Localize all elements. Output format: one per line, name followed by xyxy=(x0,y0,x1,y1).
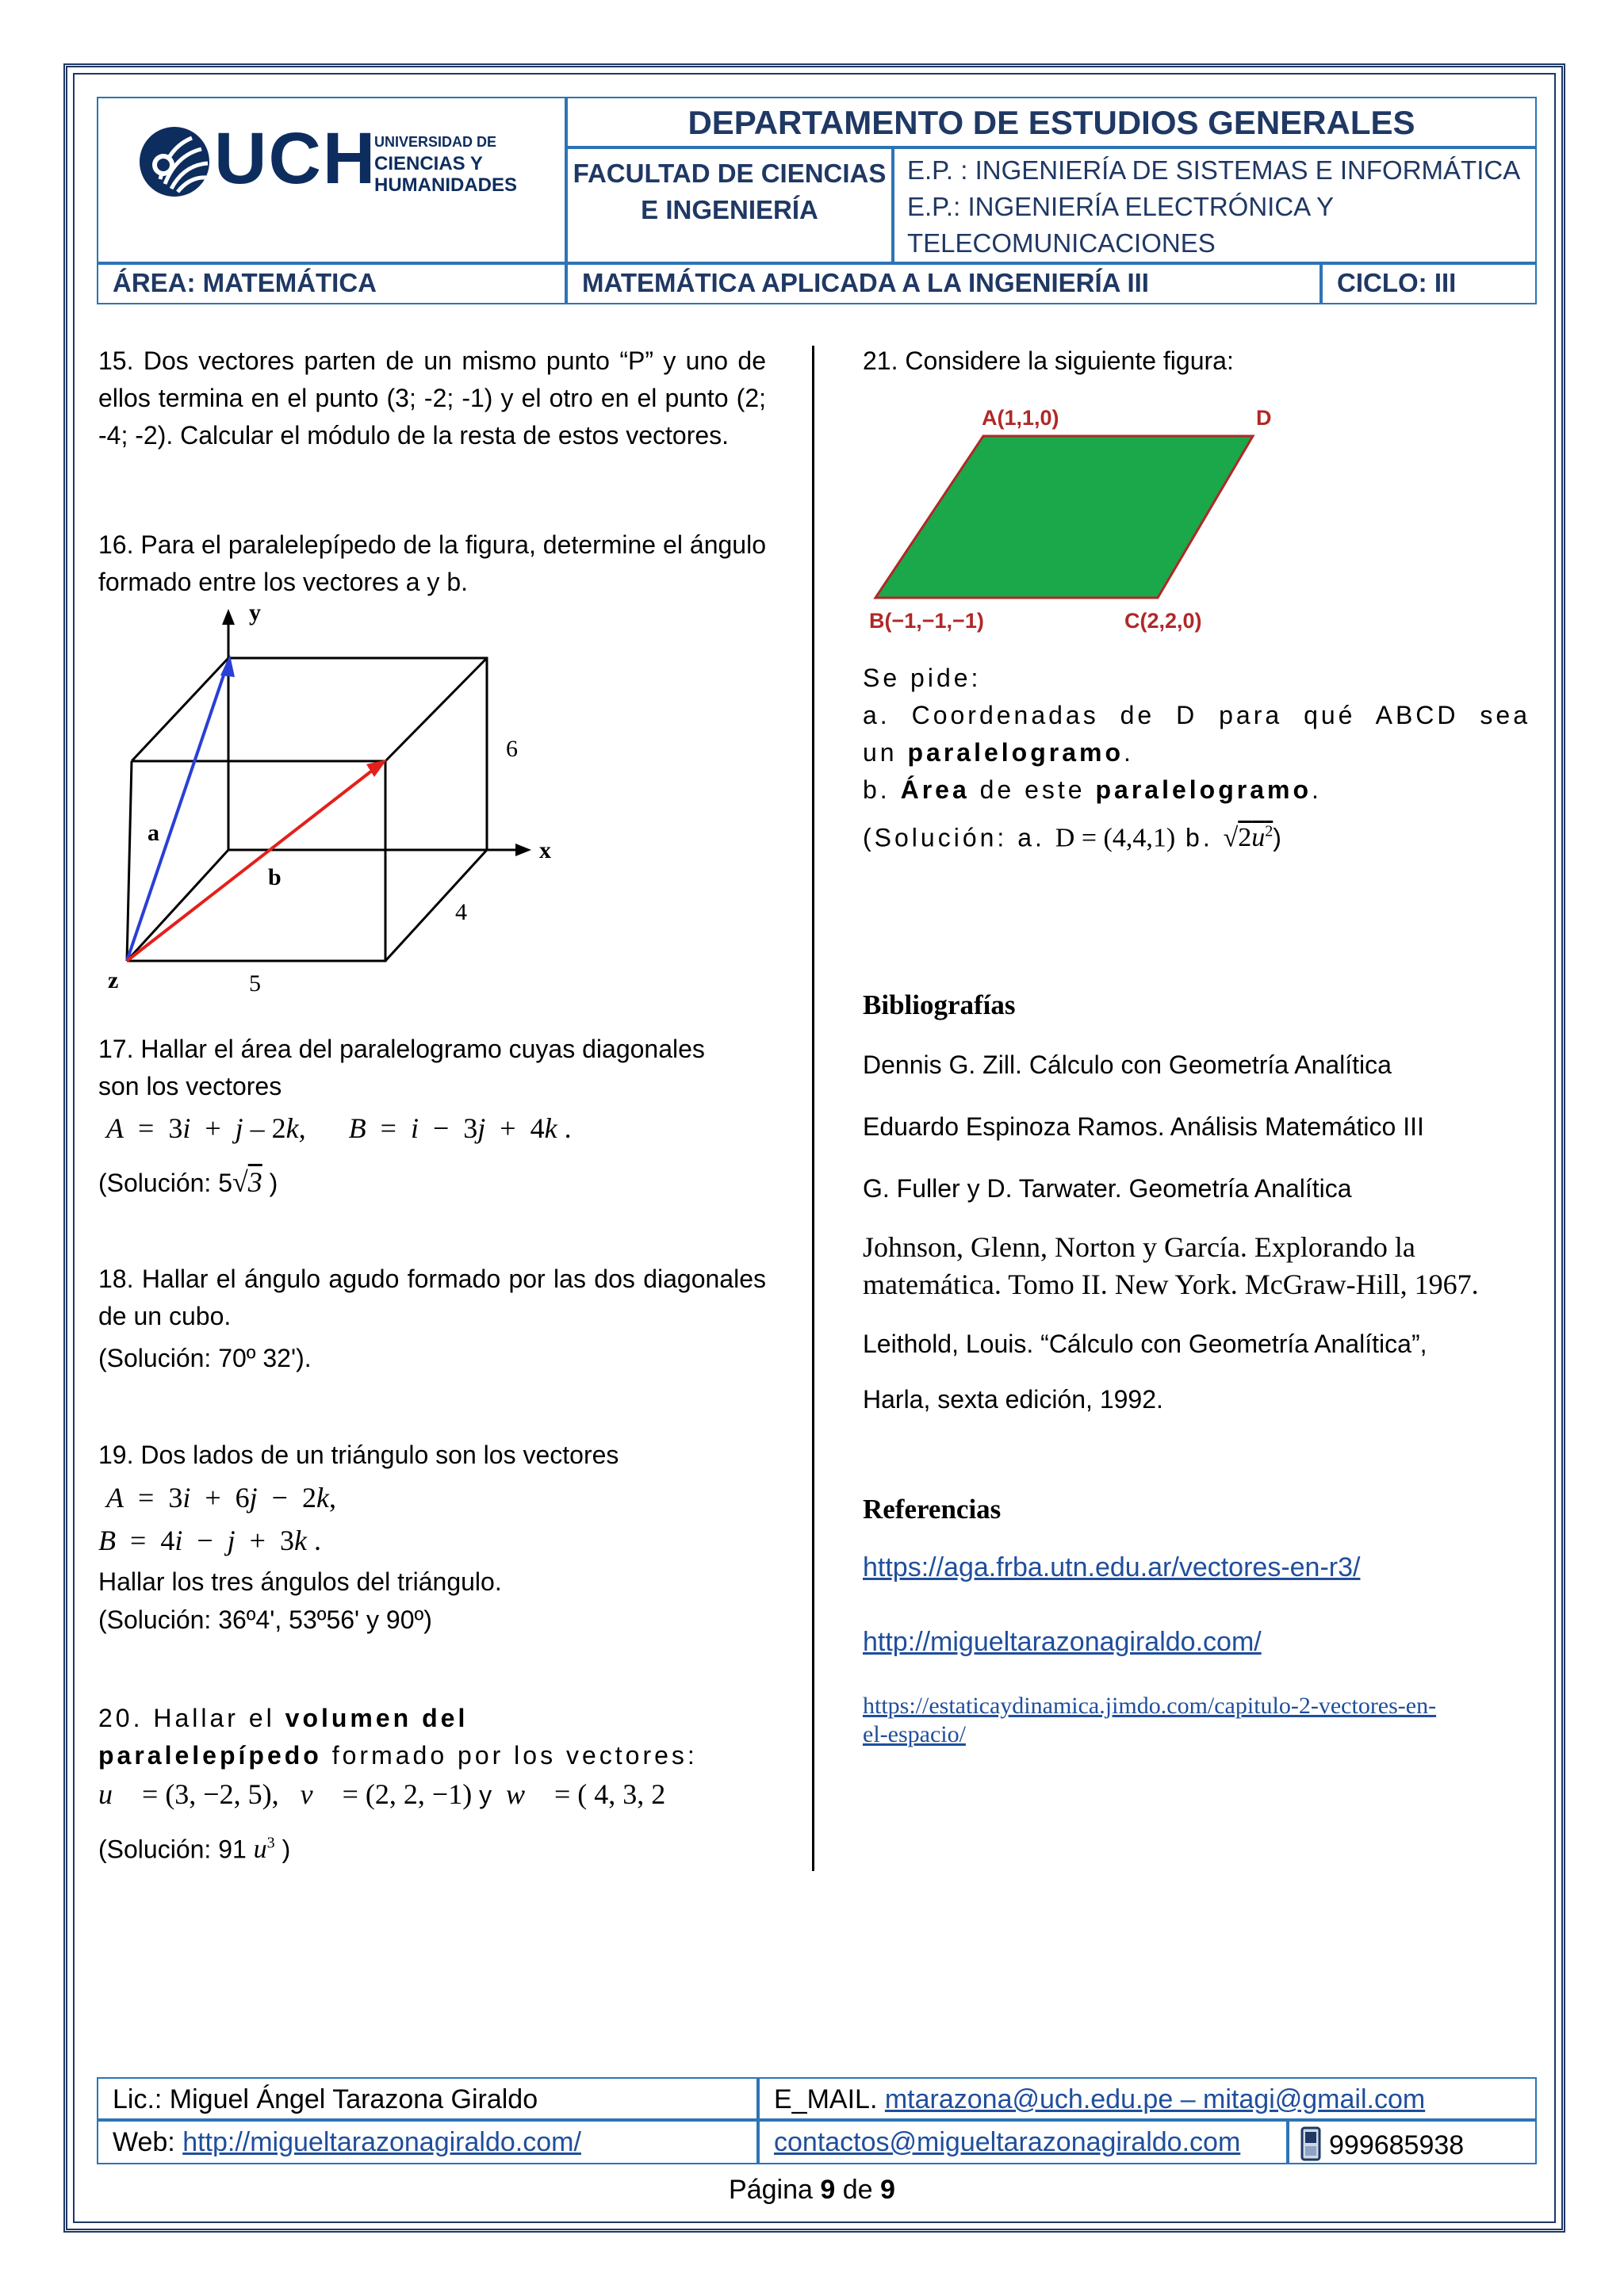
problem-18: 18. Hallar el ángulo agudo formado por las dos diagonales de un cubo. xyxy=(98,1265,766,1330)
label-b: b xyxy=(268,864,282,890)
footer-author: Lic.: Miguel Ángel Tarazona Giraldo xyxy=(113,2084,538,2114)
faculty-line1: FACULTAD DE CIENCIAS xyxy=(573,159,887,188)
phone-icon xyxy=(1300,2126,1321,2161)
parallelepiped-figure xyxy=(98,603,574,1015)
biblio-item-3: G. Fuller y D. Tarwater. Geometría Analítica xyxy=(863,1174,1352,1203)
label-C: C(2,2,0) xyxy=(1124,609,1202,633)
arrow-x-icon xyxy=(515,844,531,856)
problem-21-solution: (Solución: a. D = (4,4,1) b. $√2u^2$) xyxy=(863,823,1285,853)
biblio-item-5: Leithold, Louis. “Cálculo con Geometría Analítica”, xyxy=(863,1330,1427,1358)
logo-sub-line1: UNIVERSIDAD DE xyxy=(374,134,497,150)
page-number: Página 9 de 9 xyxy=(729,2175,895,2205)
vector-a xyxy=(127,661,228,961)
footer-web-cell xyxy=(97,2120,758,2164)
uch-logo xyxy=(136,118,549,201)
problem-20: 20. Hallar el volumen del paralelepípedo formado por los vectores: xyxy=(98,1704,698,1770)
logo-text: UCH xyxy=(214,118,377,199)
biblio-item-4: Johnson, Glenn, Norton y García. Explorando la matemática. Tomo II. New York. McGraw-Hill, 1967. xyxy=(863,1231,1479,1300)
reference-link-1[interactable]: https://aga.frba.utn.edu.ar/vectores-en-r3/ xyxy=(863,1552,1361,1582)
column-divider xyxy=(812,346,814,1871)
dim-5: 5 xyxy=(249,970,261,997)
biblio-item-1: Dennis G. Zill. Cálculo con Geometría Analítica xyxy=(863,1050,1392,1079)
logo-subtitle xyxy=(374,132,517,196)
contact-link[interactable]: contactos@migueltarazonagiraldo.com xyxy=(774,2127,1241,2157)
problem-19-vector-b: B = 4i − j + 3k . xyxy=(98,1525,321,1556)
axis-z xyxy=(127,850,228,961)
area-cell: ÁREA: MATEMÁTICA xyxy=(97,263,566,304)
label-a: a xyxy=(147,820,159,846)
department-title: DEPARTAMENTO DE ESTUDIOS GENERALES xyxy=(566,97,1537,147)
footer-email-cell xyxy=(758,2077,1537,2120)
problem-15: 15. Dos vectores parten de un mismo punto “P” y uno de ellos termina en el punto (3; -2; -1) y el otro en el punto (2; -4; -2). Calcular el módulo de la resta de estos vectores. xyxy=(98,346,766,450)
ep-cell xyxy=(893,147,1537,263)
label-D: D xyxy=(1256,406,1272,430)
footer-author-cell xyxy=(97,2077,758,2120)
arrow-y-icon xyxy=(222,609,235,625)
ep-line1: E.P. : INGENIERÍA DE SISTEMAS E INFORMÁTICA xyxy=(907,155,1521,185)
biblio-item-2: Eduardo Espinoza Ramos. Análisis Matemático III xyxy=(863,1112,1424,1141)
ep-line3: TELECOMUNICACIONES xyxy=(907,228,1216,258)
email-link[interactable]: mtarazona@uch.edu.pe – mitagi@gmail.com xyxy=(884,2084,1426,2114)
cycle-cell: CICLO: III xyxy=(1321,263,1537,304)
logo-sub-line2: CIENCIAS Y xyxy=(374,153,483,174)
footer-phone-cell xyxy=(1288,2120,1537,2164)
logo-emblem-icon xyxy=(136,124,213,200)
header-table xyxy=(97,97,1537,304)
problem-19-solution: (Solución: 36º4', 53º56' y 90º) xyxy=(98,1605,432,1634)
footer-web: Web: http://migueltarazonagiraldo.com/ xyxy=(113,2127,581,2157)
course-cell: MATEMÁTICA APLICADA A LA INGENIERÍA III xyxy=(566,263,1321,304)
problem-18-solution: (Solución: 70º 32'). xyxy=(98,1344,312,1372)
label-A: A(1,1,0) xyxy=(982,406,1059,430)
reference-link-2[interactable]: http://migueltarazonagiraldo.com/ xyxy=(863,1627,1262,1657)
footer-email: E_MAIL. mtarazona@uch.edu.pe – mitagi@gmail.com xyxy=(774,2084,1426,2114)
problem-21-question: Se pide: a. Coordenadas de D para qué ABCD sea un paralelogramo. b. Área de este paralelogramo. (Solución: a. D = (4,4,1) b. $√2u^2$) xyxy=(863,660,1530,856)
logo-sub-line3: HUMANIDADES xyxy=(374,174,517,196)
problem-17 xyxy=(98,1031,766,1105)
ep-line2: E.P.: INGENIERÍA ELECTRÓNICA Y xyxy=(907,192,1334,221)
footer-phone: 999685938 xyxy=(1329,2130,1465,2160)
problem-17-formula: A = 3i + j – 2k, B = i − 3j + 4k . xyxy=(106,1112,572,1144)
references-title: Referencias xyxy=(863,1494,1002,1525)
problem-17-line1: 17. Hallar el área del paralelogramo cuyas diagonales xyxy=(98,1035,705,1063)
bibliography-title: Bibliografías xyxy=(863,989,1016,1020)
problem-19-question: Hallar los tres ángulos del triángulo. xyxy=(98,1567,502,1596)
problem-21: 21. Considere la siguiente figura: xyxy=(863,346,1234,375)
vector-b xyxy=(127,763,382,961)
reference-link-3[interactable]: https://estaticaydinamica.jimdo.com/capitulo-2-vectores-en- el-espacio/ xyxy=(863,1693,1437,1747)
web-link[interactable]: http://migueltarazonagiraldo.com/ xyxy=(182,2127,581,2157)
problem-16: 16. Para el paralelepípedo de la figura, determine el ángulo formado entre los vectores a y b. xyxy=(98,530,766,596)
problem-17-line2: son los vectores xyxy=(98,1072,282,1100)
label-B: B(−1,−1,−1) xyxy=(869,609,984,633)
label-z: z xyxy=(108,967,119,993)
problem-19: 19. Dos lados de un triángulo son los vectores xyxy=(98,1441,619,1469)
dim-4: 4 xyxy=(455,899,467,925)
problem-20-vectors: u⃗ = (3, −2, 5), v⃗ = (2, 2, −1) y w⃗ = ( 4, 3, 2 xyxy=(98,1778,666,1810)
faculty-line2: E INGENIERÍA xyxy=(641,195,818,224)
label-x: x xyxy=(539,837,551,863)
faculty-cell xyxy=(566,147,893,263)
problem-17-solution: (Solución: 5√3 ) xyxy=(98,1166,278,1198)
footer-contact-cell xyxy=(758,2120,1288,2164)
logo-cell xyxy=(97,97,566,263)
problem-20-solution: (Solución: 91 $u^3$ ) xyxy=(98,1835,291,1865)
parallelogram-figure xyxy=(864,396,1308,642)
sqrt-3: 3 xyxy=(247,1166,262,1198)
dim-6: 6 xyxy=(506,736,518,762)
parallelogram-abcd xyxy=(875,436,1253,598)
problem-19-vector-a: A = 3i + 6j − 2k, xyxy=(106,1482,336,1513)
biblio-item-6: Harla, sexta edición, 1992. xyxy=(863,1385,1163,1414)
label-y: y xyxy=(249,603,261,626)
